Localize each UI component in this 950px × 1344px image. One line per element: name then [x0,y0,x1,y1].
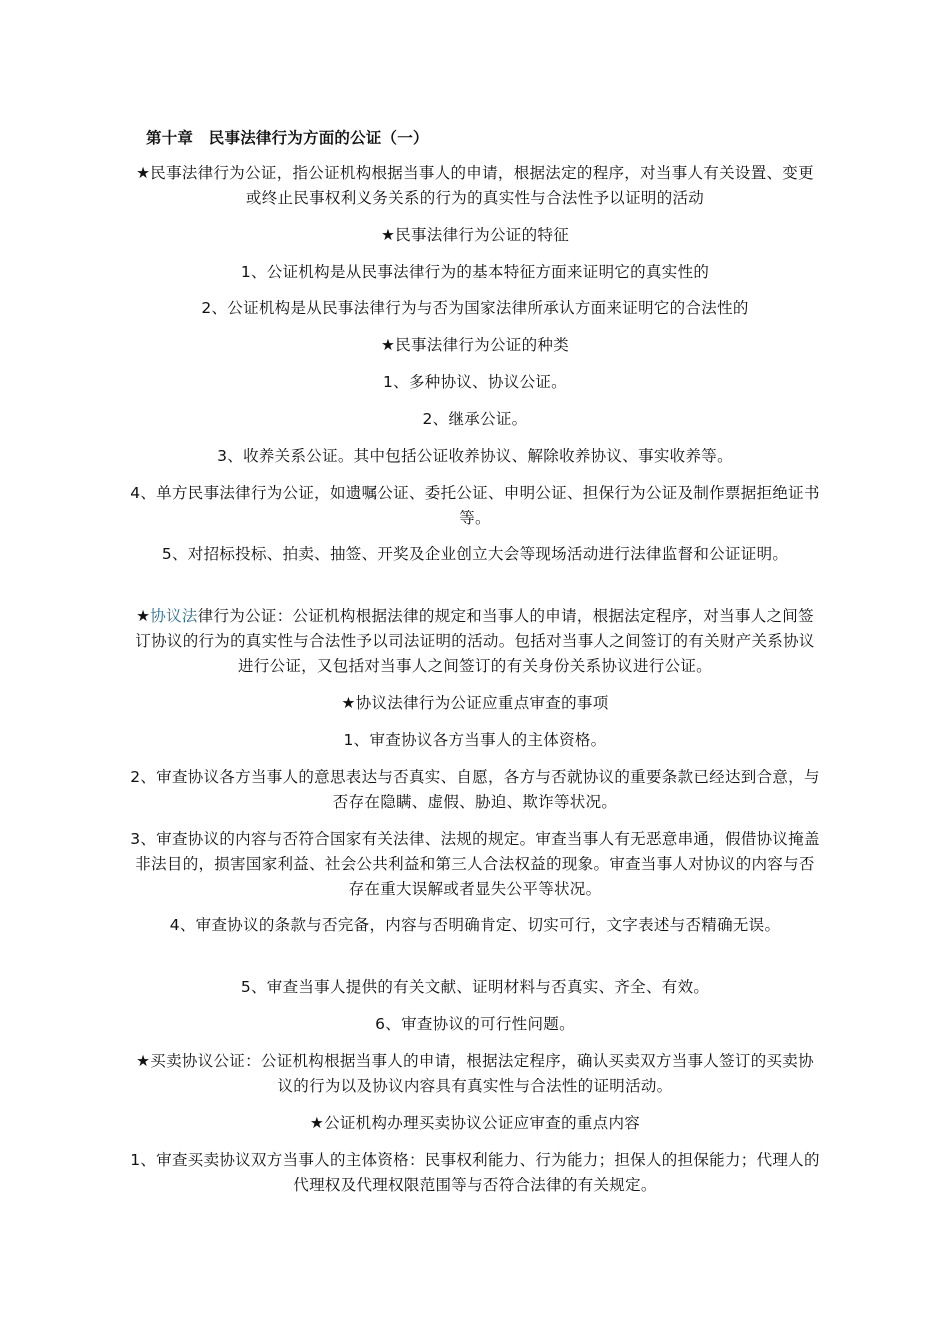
paragraph-body: 律行为公证：公证机构根据法律的规定和当事人的申请，根据法定程序，对当事人之间签订协议的行为的真实性与合法性予以司法证明的活动。包括对当事人之间签订的有关财产关系协议进行公证，又包括对当事人之间签订的有关身份关系协议进行公证。 [135,607,815,675]
list-item: 4、单方民事法律行为公证，如遗嘱公证、委托公证、申明公证、担保行为公证及制作票据拒绝证书等。 [130,484,820,527]
list-item: 2、审查协议各方当事人的意思表达与否真实、自愿，各方与否就协议的重要条款已经达到合意，与否存在隐瞒、虚假、胁迫、欺诈等状况。 [130,768,820,811]
list-item: 4、审查协议的条款与否完备，内容与否明确肯定、切实可行，文字表述与否精确无误。 [169,916,781,934]
star-prefix: ★ [136,607,151,625]
list-item: 2、继承公证。 [422,410,528,428]
heading-types: ★民事法律行为公证的种类 [381,336,569,354]
list-item: 5、对招标投标、拍卖、抽签、开奖及企业创立大会等现场活动进行法律监督和公证证明。 [161,545,789,563]
contract-law-link[interactable]: 协议法 [150,607,198,625]
paragraph-definition: ★民事法律行为公证，指公证机构根据当事人的申请，根据法定的程序，对当事人有关设置、变更或终止民事权利义务关系的行为的真实性与合法性予以证明的活动 [136,164,814,207]
list-item: 1、公证机构是从民事法律行为的基本特征方面来证明它的真实性的 [240,263,710,281]
list-item: 1、审查协议各方当事人的主体资格。 [343,731,607,749]
list-item: 3、收养关系公证。其中包括公证收养协议、解除收养协议、事实收养等。 [217,447,733,465]
list-item: 1、多种协议、协议公证。 [383,373,567,391]
paragraph-sales-contract: ★买卖协议公证：公证机构根据当事人的申请，根据法定程序，确认买卖双方当事人签订的买卖协议的行为以及协议内容具有真实性与合法性的证明活动。 [136,1052,814,1095]
chapter-title: 第十章 民事法律行为方面的公证（一） [146,129,429,147]
heading-features: ★民事法律行为公证的特征 [381,226,569,244]
list-item: 5、审查当事人提供的有关文献、证明材料与否真实、齐全、有效。 [240,978,710,996]
list-item: 3、审查协议的内容与否符合国家有关法律、法规的规定。审查当事人有无恶意串通，假借协议掩盖非法目的，损害国家利益、社会公共利益和第三人合法权益的现象。审查当事人对协议的内容与否存在重大误解或者显失公平等状况。 [130,830,820,898]
paragraph-contract-notarization [130,604,820,679]
list-item: 1、审查买卖协议双方当事人的主体资格：民事权利能力、行为能力；担保人的担保能力；代理人的代理权及代理权限范围等与否符合法律的有关规定。 [130,1151,820,1194]
list-item: 2、公证机构是从民事法律行为与否为国家法律所承认方面来证明它的合法性的 [201,299,749,317]
heading-review-items: ★协议法律行为公证应重点审查的事项 [341,694,609,712]
list-item: 6、审查协议的可行性问题。 [375,1015,575,1033]
heading-sales-review: ★公证机构办理买卖协议公证应审查的重点内容 [309,1114,641,1132]
